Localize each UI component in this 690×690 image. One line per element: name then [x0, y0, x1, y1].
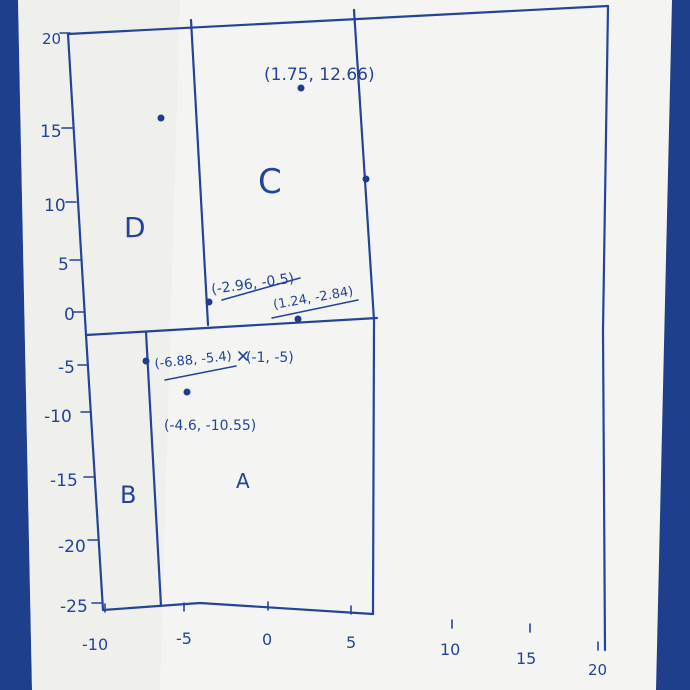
data-point [363, 176, 370, 183]
annotation-label: (1.75, 12.66) [264, 65, 375, 85]
region-label-d: D [124, 211, 146, 244]
y-tick-label: -15 [50, 471, 78, 491]
y-tick-label: -25 [60, 597, 88, 617]
region-label-a: A [236, 469, 250, 493]
data-point [298, 85, 305, 92]
paper-shading [18, 0, 180, 690]
y-tick-label: 10 [44, 196, 66, 216]
region-label-c: C [258, 162, 282, 202]
x-tick-label: -10 [82, 635, 109, 654]
annotation-label: (-1, -5) [246, 350, 294, 366]
annotation-label: (-6.88, -5.4) [153, 348, 233, 372]
y-tick-label: 20 [42, 30, 62, 48]
y-tick-label: 0 [64, 305, 75, 325]
y-tick-label: -20 [58, 537, 86, 557]
data-point [184, 389, 191, 396]
annotation-label: (-2.96, -0.5) [210, 270, 296, 298]
y-tick-label: 15 [40, 122, 62, 142]
annotation-label: (1.24, -2.84) [272, 284, 355, 313]
x-tick-label: 0 [262, 630, 273, 649]
y-tick-label: 5 [58, 255, 69, 275]
data-point [206, 299, 213, 306]
x-tick-label: 5 [346, 633, 357, 652]
y-tick-label: -5 [58, 358, 75, 378]
annotation-label: (-4.6, -10.55) [164, 418, 257, 434]
x-tick-label: 15 [516, 649, 537, 668]
x-tick-label: 20 [588, 661, 608, 679]
region-label-b: B [120, 481, 137, 509]
x-tick-label: -5 [176, 629, 192, 648]
data-point [295, 316, 302, 323]
y-tick-label: -10 [44, 407, 72, 427]
x-tick-label: 10 [440, 640, 461, 659]
data-point [143, 358, 150, 365]
data-point [158, 115, 165, 122]
